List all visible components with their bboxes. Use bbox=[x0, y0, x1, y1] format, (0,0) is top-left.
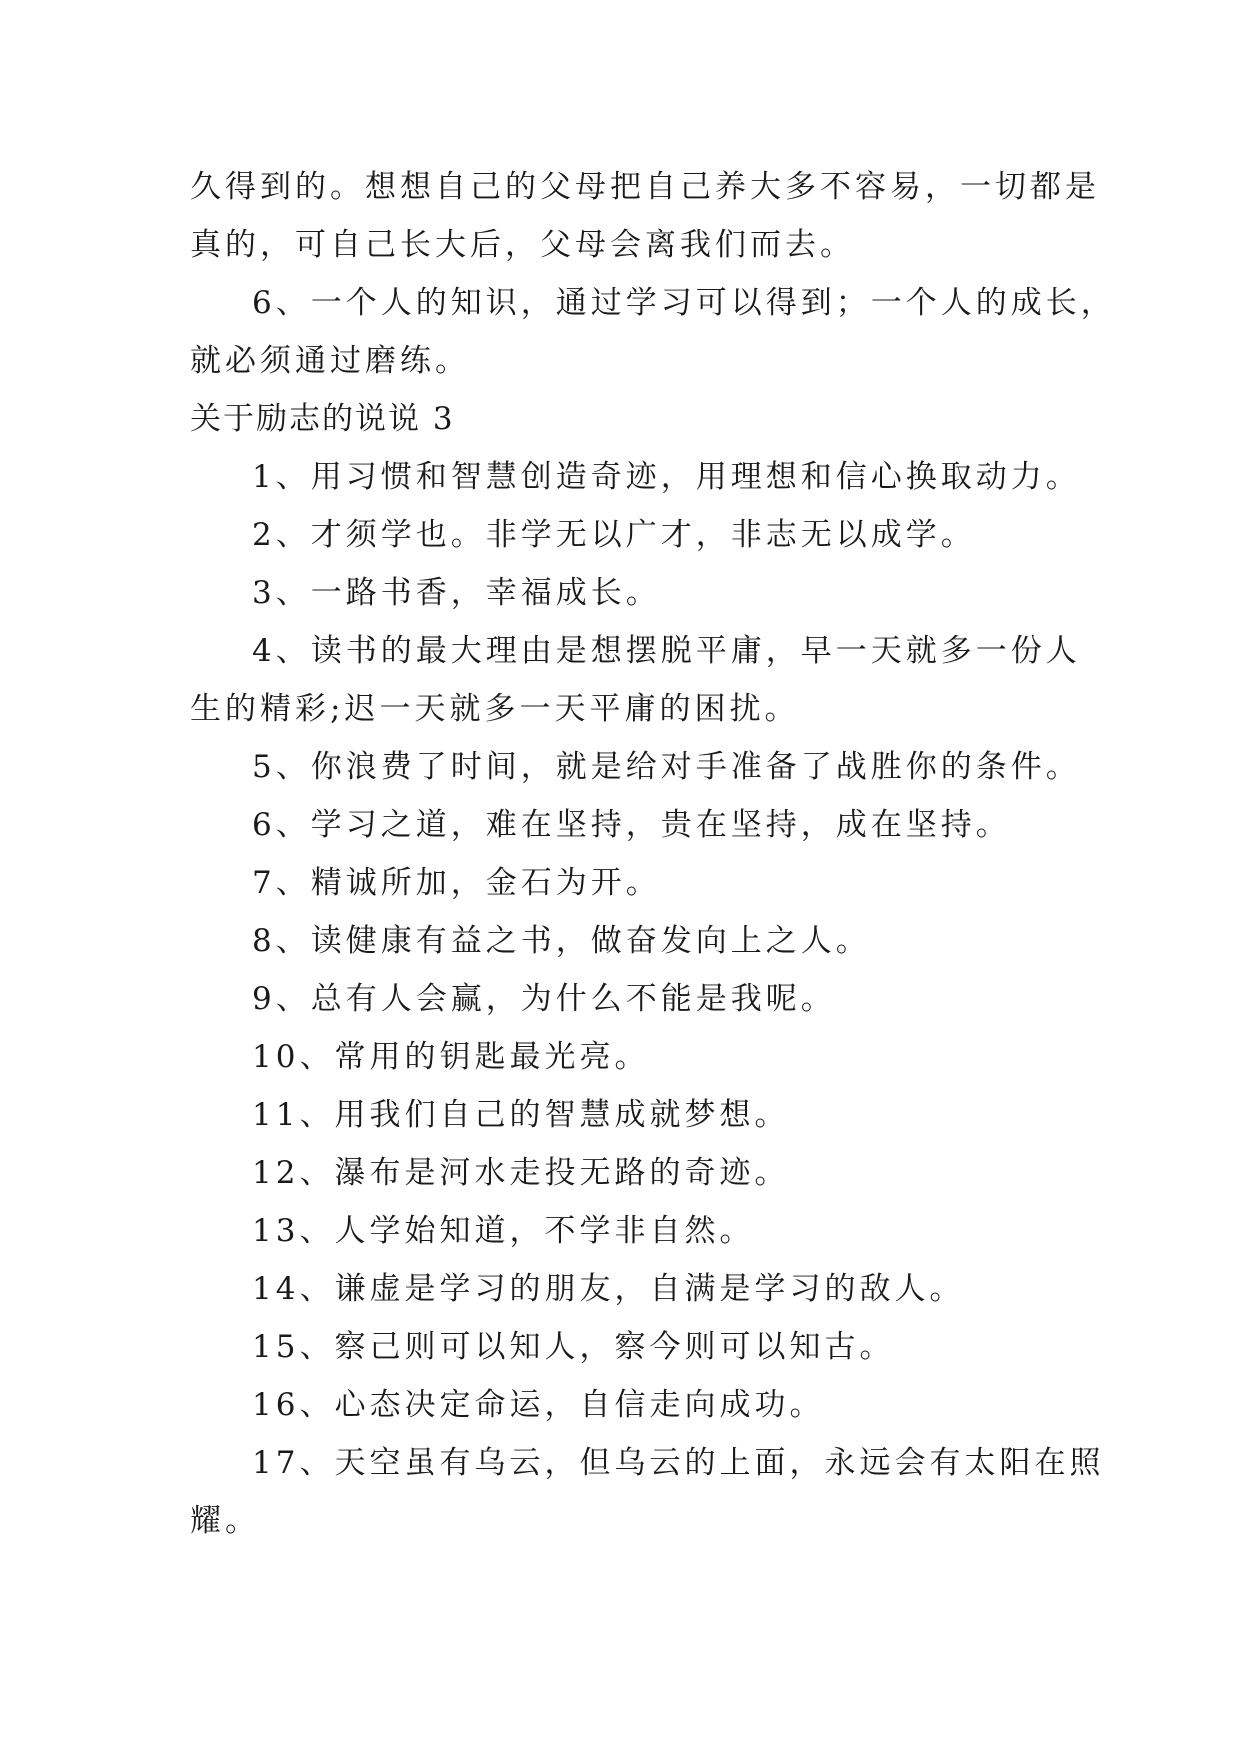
section-heading: 关于励志的说说 3 bbox=[190, 401, 455, 437]
list-item: 6、学习之道，难在坚持，贵在坚持，成在坚持。 bbox=[252, 807, 1011, 843]
list-item: 9、总有人会赢，为什么不能是我呢。 bbox=[252, 981, 836, 1017]
list-item: 7、精诚所加，金石为开。 bbox=[252, 865, 661, 901]
list-item: 8、读健康有益之书，做奋发向上之人。 bbox=[252, 923, 871, 959]
list-item: 13、人学始知道，不学非自然。 bbox=[252, 1213, 755, 1249]
list-item: 3、一路书香，幸福成长。 bbox=[252, 575, 661, 611]
list-item: 16、心态决定命运，自信走向成功。 bbox=[252, 1387, 825, 1423]
document-body bbox=[190, 158, 1116, 1550]
list-item: 5、你浪费了时间，就是给对手准备了战胜你的条件。 bbox=[252, 749, 1081, 785]
list-item: 10、常用的钥匙最光亮。 bbox=[252, 1039, 650, 1075]
text-line: 久得到的。想想自己的父母把自己养大多不容易，一切都是 bbox=[190, 169, 1100, 205]
list-item: 15、察己则可以知人，察今则可以知古。 bbox=[252, 1329, 895, 1365]
text-line: 真的，可自己长大后，父母会离我们而去。 bbox=[190, 227, 855, 263]
list-item: 14、谦虚是学习的朋友，自满是学习的敌人。 bbox=[252, 1271, 965, 1307]
text-line: 耀。 bbox=[190, 1503, 260, 1539]
list-item: 1、用习惯和智慧创造奇迹，用理想和信心换取动力。 bbox=[252, 459, 1081, 495]
list-item: 6、一个人的知识，通过学习可以得到；一个人的成长， bbox=[252, 285, 1116, 321]
list-item: 11、用我们自己的智慧成就梦想。 bbox=[252, 1097, 790, 1133]
list-item: 4、读书的最大理由是想摆脱平庸，早一天就多一份人 bbox=[252, 633, 1081, 669]
list-item: 2、才须学也。非学无以广才，非志无以成学。 bbox=[252, 517, 976, 553]
list-item: 12、瀑布是河水走投无路的奇迹。 bbox=[252, 1155, 790, 1191]
text-line: 就必须通过磨练。 bbox=[190, 343, 470, 379]
text-line: 生的精彩;迟一天就多一天平庸的困扰。 bbox=[190, 691, 800, 727]
list-item: 17、天空虽有乌云，但乌云的上面，永远会有太阳在照 bbox=[252, 1445, 1105, 1481]
